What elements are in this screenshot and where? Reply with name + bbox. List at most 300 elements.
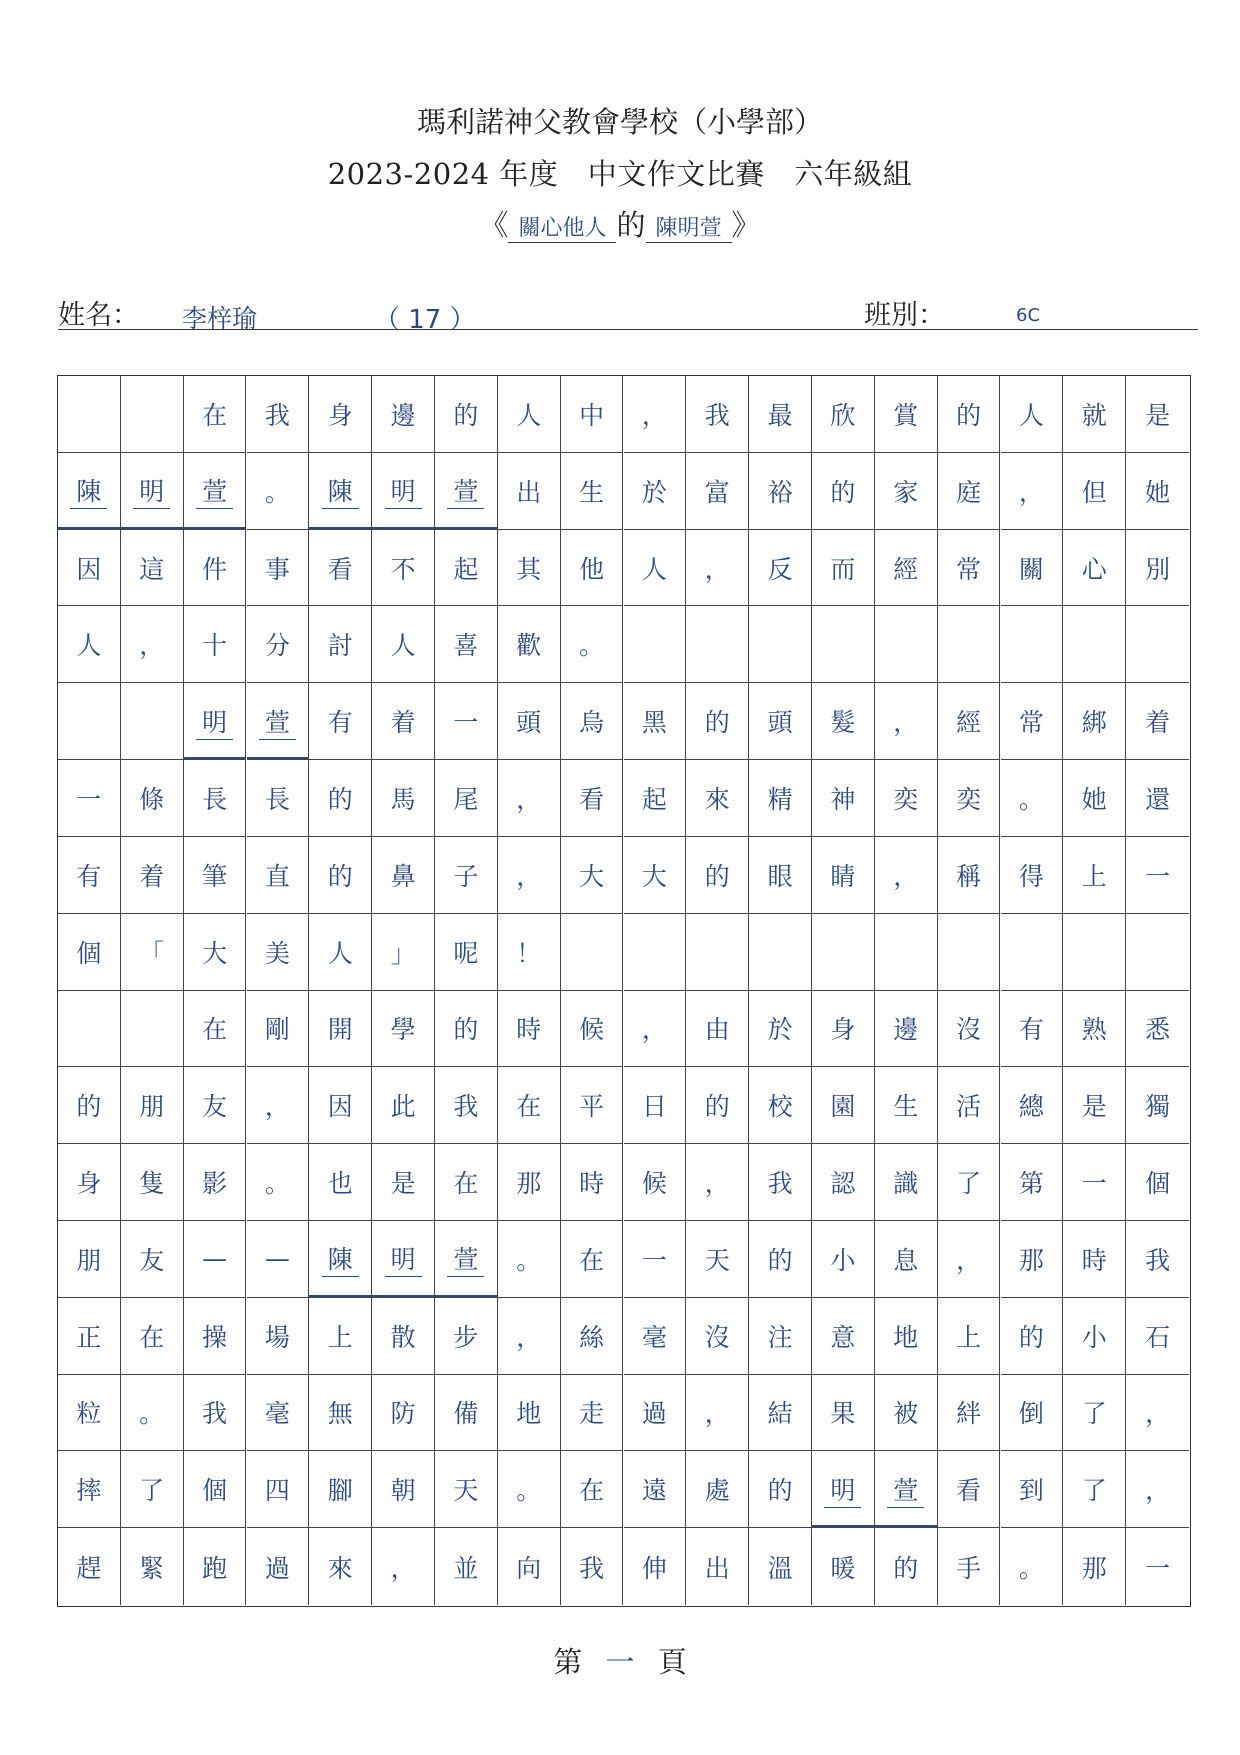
essay-title	[0, 203, 1240, 244]
grid-cell	[1126, 914, 1189, 991]
grid-character: 的	[327, 861, 353, 891]
grid-character: 小	[830, 1245, 856, 1275]
grid-cell	[561, 1144, 624, 1221]
grid-character: 心	[1081, 554, 1107, 584]
grid-cell	[372, 760, 435, 837]
grid-cell	[624, 376, 687, 453]
grid-cell	[247, 606, 310, 683]
grid-cell	[247, 1144, 310, 1221]
grid-cell	[58, 606, 121, 683]
grid-character: ，	[1145, 1399, 1171, 1429]
grid-character: 看	[327, 554, 353, 584]
grid-character: 綁	[1081, 708, 1107, 738]
grid-cell	[121, 1375, 184, 1452]
grid-character: 。	[1018, 784, 1044, 814]
grid-character: 。	[139, 1399, 165, 1429]
grid-cell	[1063, 683, 1126, 760]
grid-cell	[121, 837, 184, 914]
grid-character: 日	[641, 1092, 667, 1122]
grid-cell	[1126, 606, 1189, 683]
grid-cell	[372, 1067, 435, 1144]
grid-character: 「	[139, 938, 165, 968]
grid-character: 因	[76, 554, 102, 584]
grid-cell	[184, 683, 247, 760]
grid-character: 在	[202, 1015, 228, 1045]
grid-character: 」	[390, 938, 416, 968]
grid-cell	[1001, 914, 1064, 991]
grid-character: 有	[1018, 1015, 1044, 1045]
grid-character: 在	[579, 1476, 605, 1506]
grid-character: 美	[264, 938, 290, 968]
grid-character: 絆	[956, 1399, 982, 1429]
grid-character: 悉	[1145, 1015, 1171, 1045]
grid-character: 馬	[390, 784, 416, 814]
grid-cell	[184, 1144, 247, 1221]
grid-cell	[875, 1067, 938, 1144]
grid-cell	[58, 837, 121, 914]
grid-character: 一	[1145, 1553, 1171, 1583]
grid-cell	[309, 1298, 372, 1375]
grid-cell	[184, 1298, 247, 1375]
grid-cell	[1001, 1067, 1064, 1144]
grid-cell	[1063, 991, 1126, 1068]
grid-character: 明	[824, 1471, 861, 1508]
grid-cell	[624, 606, 687, 683]
grid-cell	[686, 760, 749, 837]
class-label: 班別：	[864, 300, 945, 331]
grid-character: 活	[956, 1092, 982, 1122]
grid-cell	[58, 914, 121, 991]
grid-cell	[184, 914, 247, 991]
grid-cell	[875, 453, 938, 530]
grid-cell	[184, 837, 247, 914]
grid-cell	[686, 837, 749, 914]
grid-cell	[435, 1375, 498, 1452]
grid-character: ，	[516, 1322, 542, 1352]
grid-character: 正	[76, 1322, 102, 1352]
grid-cell	[875, 376, 938, 453]
grid-cell	[749, 1067, 812, 1144]
grid-cell	[58, 1067, 121, 1144]
grid-cell	[184, 760, 247, 837]
grid-cell	[749, 1375, 812, 1452]
grid-cell	[498, 530, 561, 607]
topic-part1: 關心他人	[508, 211, 616, 243]
grid-cell	[812, 606, 875, 683]
grid-cell	[686, 1298, 749, 1375]
grid-character: 在	[579, 1245, 605, 1275]
grid-cell	[498, 606, 561, 683]
grid-cell	[121, 530, 184, 607]
grid-cell	[1063, 837, 1126, 914]
grid-cell	[749, 991, 812, 1068]
grid-character: ，	[893, 861, 919, 891]
grid-character: 暖	[830, 1553, 856, 1583]
grid-character: 那	[1081, 1553, 1107, 1583]
grid-character: 家	[893, 477, 919, 507]
grid-cell	[624, 530, 687, 607]
grid-character: ，	[139, 631, 165, 661]
grid-cell	[309, 914, 372, 991]
grid-character: 欣	[830, 400, 856, 430]
grid-character: 得	[1018, 861, 1044, 891]
grid-cell	[561, 606, 624, 683]
grid-cell	[561, 1451, 624, 1528]
grid-cell	[561, 1298, 624, 1375]
grid-character: ，	[1018, 477, 1044, 507]
grid-cell	[561, 453, 624, 530]
grid-cell	[372, 1221, 435, 1298]
grid-cell	[309, 837, 372, 914]
grid-cell	[309, 1221, 372, 1298]
grid-cell	[184, 1221, 247, 1298]
grid-character: 她	[1081, 784, 1107, 814]
grid-character: 園	[830, 1092, 856, 1122]
grid-character: 防	[390, 1399, 416, 1429]
grid-character: 富	[704, 477, 730, 507]
grid-cell	[372, 683, 435, 760]
grid-character: 歡	[516, 631, 542, 661]
grid-character: 人	[327, 938, 353, 968]
grid-cell	[624, 991, 687, 1068]
grid-character: 反	[767, 554, 793, 584]
grid-character: 長	[264, 784, 290, 814]
grid-character: 的	[327, 784, 353, 814]
grid-character: 着	[139, 861, 165, 891]
grid-cell	[247, 760, 310, 837]
grid-character: 獨	[1145, 1092, 1171, 1122]
grid-character: 上	[956, 1322, 982, 1352]
grid-cell	[1126, 453, 1189, 530]
grid-character: 的	[76, 1092, 102, 1122]
grid-character: 粒	[76, 1399, 102, 1429]
grid-cell	[58, 1375, 121, 1452]
grid-character: 毫	[264, 1399, 290, 1429]
grid-cell	[624, 1298, 687, 1375]
grid-cell	[1126, 1067, 1189, 1144]
grid-cell	[1001, 1375, 1064, 1452]
grid-cell	[498, 376, 561, 453]
grid-character: 萱	[259, 703, 296, 740]
grid-character: 的	[830, 477, 856, 507]
grid-character: 着	[390, 708, 416, 738]
grid-cell	[875, 530, 938, 607]
grid-cell	[435, 1451, 498, 1528]
grid-character: 。	[264, 1169, 290, 1199]
grid-character: 了	[956, 1169, 982, 1199]
grid-cell	[812, 1067, 875, 1144]
grid-character: 了	[1081, 1476, 1107, 1506]
grid-character: 討	[327, 631, 353, 661]
grid-character: 的	[704, 1092, 730, 1122]
grid-cell	[812, 530, 875, 607]
grid-character: 注	[767, 1322, 793, 1352]
grid-character: ，	[704, 1169, 730, 1199]
grid-cell	[498, 991, 561, 1068]
grid-character: 大	[579, 861, 605, 891]
grid-cell	[372, 991, 435, 1068]
grid-cell	[309, 376, 372, 453]
grid-cell	[749, 606, 812, 683]
grid-character: 身	[830, 1015, 856, 1045]
grid-character: 萱	[196, 472, 233, 509]
grid-character: 大	[202, 938, 228, 968]
grid-cell	[435, 760, 498, 837]
grid-character: 頭	[516, 708, 542, 738]
grid-character: 人	[641, 554, 667, 584]
grid-character: —	[202, 1244, 228, 1274]
grid-character: 。	[516, 1476, 542, 1506]
grid-cell	[58, 1221, 121, 1298]
topic-connector: 的	[616, 208, 646, 242]
grid-cell	[686, 376, 749, 453]
grid-character: 沒	[956, 1015, 982, 1045]
grid-character: 操	[202, 1322, 228, 1352]
grid-character: 候	[579, 1015, 605, 1045]
student-class: 6C	[1016, 305, 1041, 326]
grid-character: 奕	[893, 784, 919, 814]
grid-cell	[875, 837, 938, 914]
grid-character: 不	[390, 554, 416, 584]
grid-cell	[309, 683, 372, 760]
grid-character: 在	[139, 1322, 165, 1352]
grid-cell	[309, 1375, 372, 1452]
grid-character: 關	[1018, 554, 1044, 584]
grid-cell	[749, 1298, 812, 1375]
grid-cell	[247, 837, 310, 914]
grid-character: 認	[830, 1169, 856, 1199]
grid-character: 個	[202, 1476, 228, 1506]
grid-cell	[184, 1451, 247, 1528]
grid-cell	[749, 837, 812, 914]
title-close-bracket: 》	[731, 208, 761, 242]
grid-cell	[938, 1451, 1001, 1528]
grid-character: 一	[1145, 861, 1171, 891]
grid-cell	[58, 1528, 121, 1605]
grid-cell	[1063, 914, 1126, 991]
grid-cell	[435, 1067, 498, 1144]
grid-cell	[1001, 1221, 1064, 1298]
grid-character: 的	[453, 1015, 479, 1045]
grid-character: 來	[327, 1553, 353, 1583]
grid-cell	[875, 991, 938, 1068]
grid-cell	[372, 530, 435, 607]
grid-character: 。	[516, 1245, 542, 1275]
grid-character: 的	[767, 1476, 793, 1506]
grid-cell	[309, 453, 372, 530]
grid-character: 明	[196, 703, 233, 740]
grid-cell	[624, 1375, 687, 1452]
grid-cell	[812, 1144, 875, 1221]
grid-cell	[184, 376, 247, 453]
grid-character: 地	[893, 1322, 919, 1352]
grid-cell	[372, 1451, 435, 1528]
grid-character: 人	[1018, 400, 1044, 430]
grid-character: 烏	[579, 708, 605, 738]
grid-character: 我	[767, 1169, 793, 1199]
grid-character: 別	[1145, 554, 1171, 584]
grid-character: 由	[704, 1015, 730, 1045]
grid-cell	[1126, 1375, 1189, 1452]
grid-character: 也	[327, 1169, 353, 1199]
grid-character: 出	[704, 1553, 730, 1583]
grid-character: 她	[1145, 477, 1171, 507]
grid-character: 起	[641, 784, 667, 814]
grid-character: 他	[579, 554, 605, 584]
grid-cell	[1126, 991, 1189, 1068]
grid-cell	[1126, 1144, 1189, 1221]
grid-cell	[435, 453, 498, 530]
grid-cell	[1063, 530, 1126, 607]
grid-character: 結	[767, 1399, 793, 1429]
grid-cell	[561, 683, 624, 760]
grid-character: 地	[516, 1399, 542, 1429]
grid-cell	[58, 683, 121, 760]
grid-character: 那	[516, 1169, 542, 1199]
grid-cell	[749, 453, 812, 530]
grid-cell	[686, 606, 749, 683]
grid-cell	[938, 376, 1001, 453]
grid-cell	[561, 1221, 624, 1298]
grid-character: 人	[516, 400, 542, 430]
grid-cell	[121, 760, 184, 837]
grid-character: 遠	[641, 1476, 667, 1506]
grid-cell	[498, 1298, 561, 1375]
grid-cell	[624, 1067, 687, 1144]
grid-character: 散	[390, 1322, 416, 1352]
grid-cell	[309, 1067, 372, 1144]
grid-character: 身	[327, 400, 353, 430]
grid-character: 分	[264, 631, 290, 661]
grid-cell	[875, 606, 938, 683]
grid-cell	[309, 1528, 372, 1605]
grid-character: 剛	[264, 1015, 290, 1045]
grid-cell	[624, 1144, 687, 1221]
grid-character: 朋	[139, 1092, 165, 1122]
grid-character: 身	[76, 1169, 102, 1199]
grid-cell	[58, 376, 121, 453]
grid-cell	[686, 991, 749, 1068]
grid-character: 石	[1145, 1322, 1171, 1352]
grid-cell	[184, 1375, 247, 1452]
grid-cell	[1063, 1298, 1126, 1375]
grid-cell	[938, 760, 1001, 837]
grid-character: 大	[641, 861, 667, 891]
grid-cell	[561, 376, 624, 453]
grid-character: 神	[830, 784, 856, 814]
grid-cell	[247, 914, 310, 991]
grid-cell	[247, 1451, 310, 1528]
grid-character: —	[264, 1244, 290, 1274]
grid-character: 有	[327, 708, 353, 738]
grid-character: 個	[1145, 1169, 1171, 1199]
grid-cell	[812, 760, 875, 837]
grid-character: 呢	[453, 938, 479, 968]
grid-character: 就	[1081, 400, 1107, 430]
grid-cell	[686, 453, 749, 530]
grid-character: 條	[139, 784, 165, 814]
grid-cell	[309, 606, 372, 683]
grid-character: 學	[390, 1015, 416, 1045]
grid-character: ，	[1145, 1476, 1171, 1506]
grid-character: 生	[893, 1092, 919, 1122]
grid-cell	[435, 376, 498, 453]
grid-character: ，	[264, 1092, 290, 1122]
grid-cell	[498, 914, 561, 991]
grid-cell	[561, 1375, 624, 1452]
grid-character: 我	[264, 400, 290, 430]
student-info-line	[58, 293, 1198, 335]
grid-cell	[561, 914, 624, 991]
grid-cell	[121, 1067, 184, 1144]
grid-cell	[875, 1375, 938, 1452]
grid-character: 這	[139, 554, 165, 584]
grid-cell	[686, 1375, 749, 1452]
grid-cell	[938, 530, 1001, 607]
grid-character: 眼	[767, 861, 793, 891]
grid-character: 的	[1018, 1322, 1044, 1352]
grid-character: 朝	[390, 1476, 416, 1506]
grid-cell	[749, 376, 812, 453]
grid-character: 天	[453, 1476, 479, 1506]
grid-character: 着	[1145, 708, 1171, 738]
grid-character: 走	[579, 1399, 605, 1429]
grid-cell	[938, 991, 1001, 1068]
grid-character: 了	[1081, 1399, 1107, 1429]
grid-character: 看	[579, 784, 605, 814]
grid-character: 開	[327, 1015, 353, 1045]
grid-cell	[1001, 453, 1064, 530]
grid-cell	[372, 1528, 435, 1605]
grid-cell	[435, 606, 498, 683]
grid-cell	[498, 1144, 561, 1221]
grid-character: 平	[579, 1092, 605, 1122]
grid-character: 。	[579, 631, 605, 661]
grid-cell	[938, 1375, 1001, 1452]
grid-cell	[875, 1298, 938, 1375]
grid-cell	[1001, 1451, 1064, 1528]
grid-cell	[247, 376, 310, 453]
grid-character: 友	[139, 1245, 165, 1275]
grid-cell	[561, 530, 624, 607]
grid-character: 我	[202, 1399, 228, 1429]
grid-cell	[247, 1528, 310, 1605]
grid-cell	[686, 1221, 749, 1298]
grid-character: 摔	[76, 1476, 102, 1506]
grid-character: 陳	[322, 1240, 359, 1277]
grid-character: 經	[893, 554, 919, 584]
title-open-bracket: 《	[479, 208, 509, 242]
grid-character: 但	[1081, 477, 1107, 507]
grid-cell	[247, 991, 310, 1068]
grid-character: 。	[264, 477, 290, 507]
grid-character: 的	[453, 400, 479, 430]
grid-character: 一	[1081, 1169, 1107, 1199]
grid-character: 其	[516, 554, 542, 584]
grid-cell	[812, 991, 875, 1068]
grid-cell	[247, 1067, 310, 1144]
grid-cell	[749, 1451, 812, 1528]
grid-cell	[812, 1528, 875, 1605]
grid-cell	[561, 1067, 624, 1144]
grid-cell	[875, 1144, 938, 1221]
grid-character: 明	[385, 472, 422, 509]
grid-cell	[749, 1221, 812, 1298]
grid-character: 件	[202, 554, 228, 584]
grid-cell	[749, 914, 812, 991]
grid-character: ，	[704, 554, 730, 584]
grid-character: 個	[76, 938, 102, 968]
